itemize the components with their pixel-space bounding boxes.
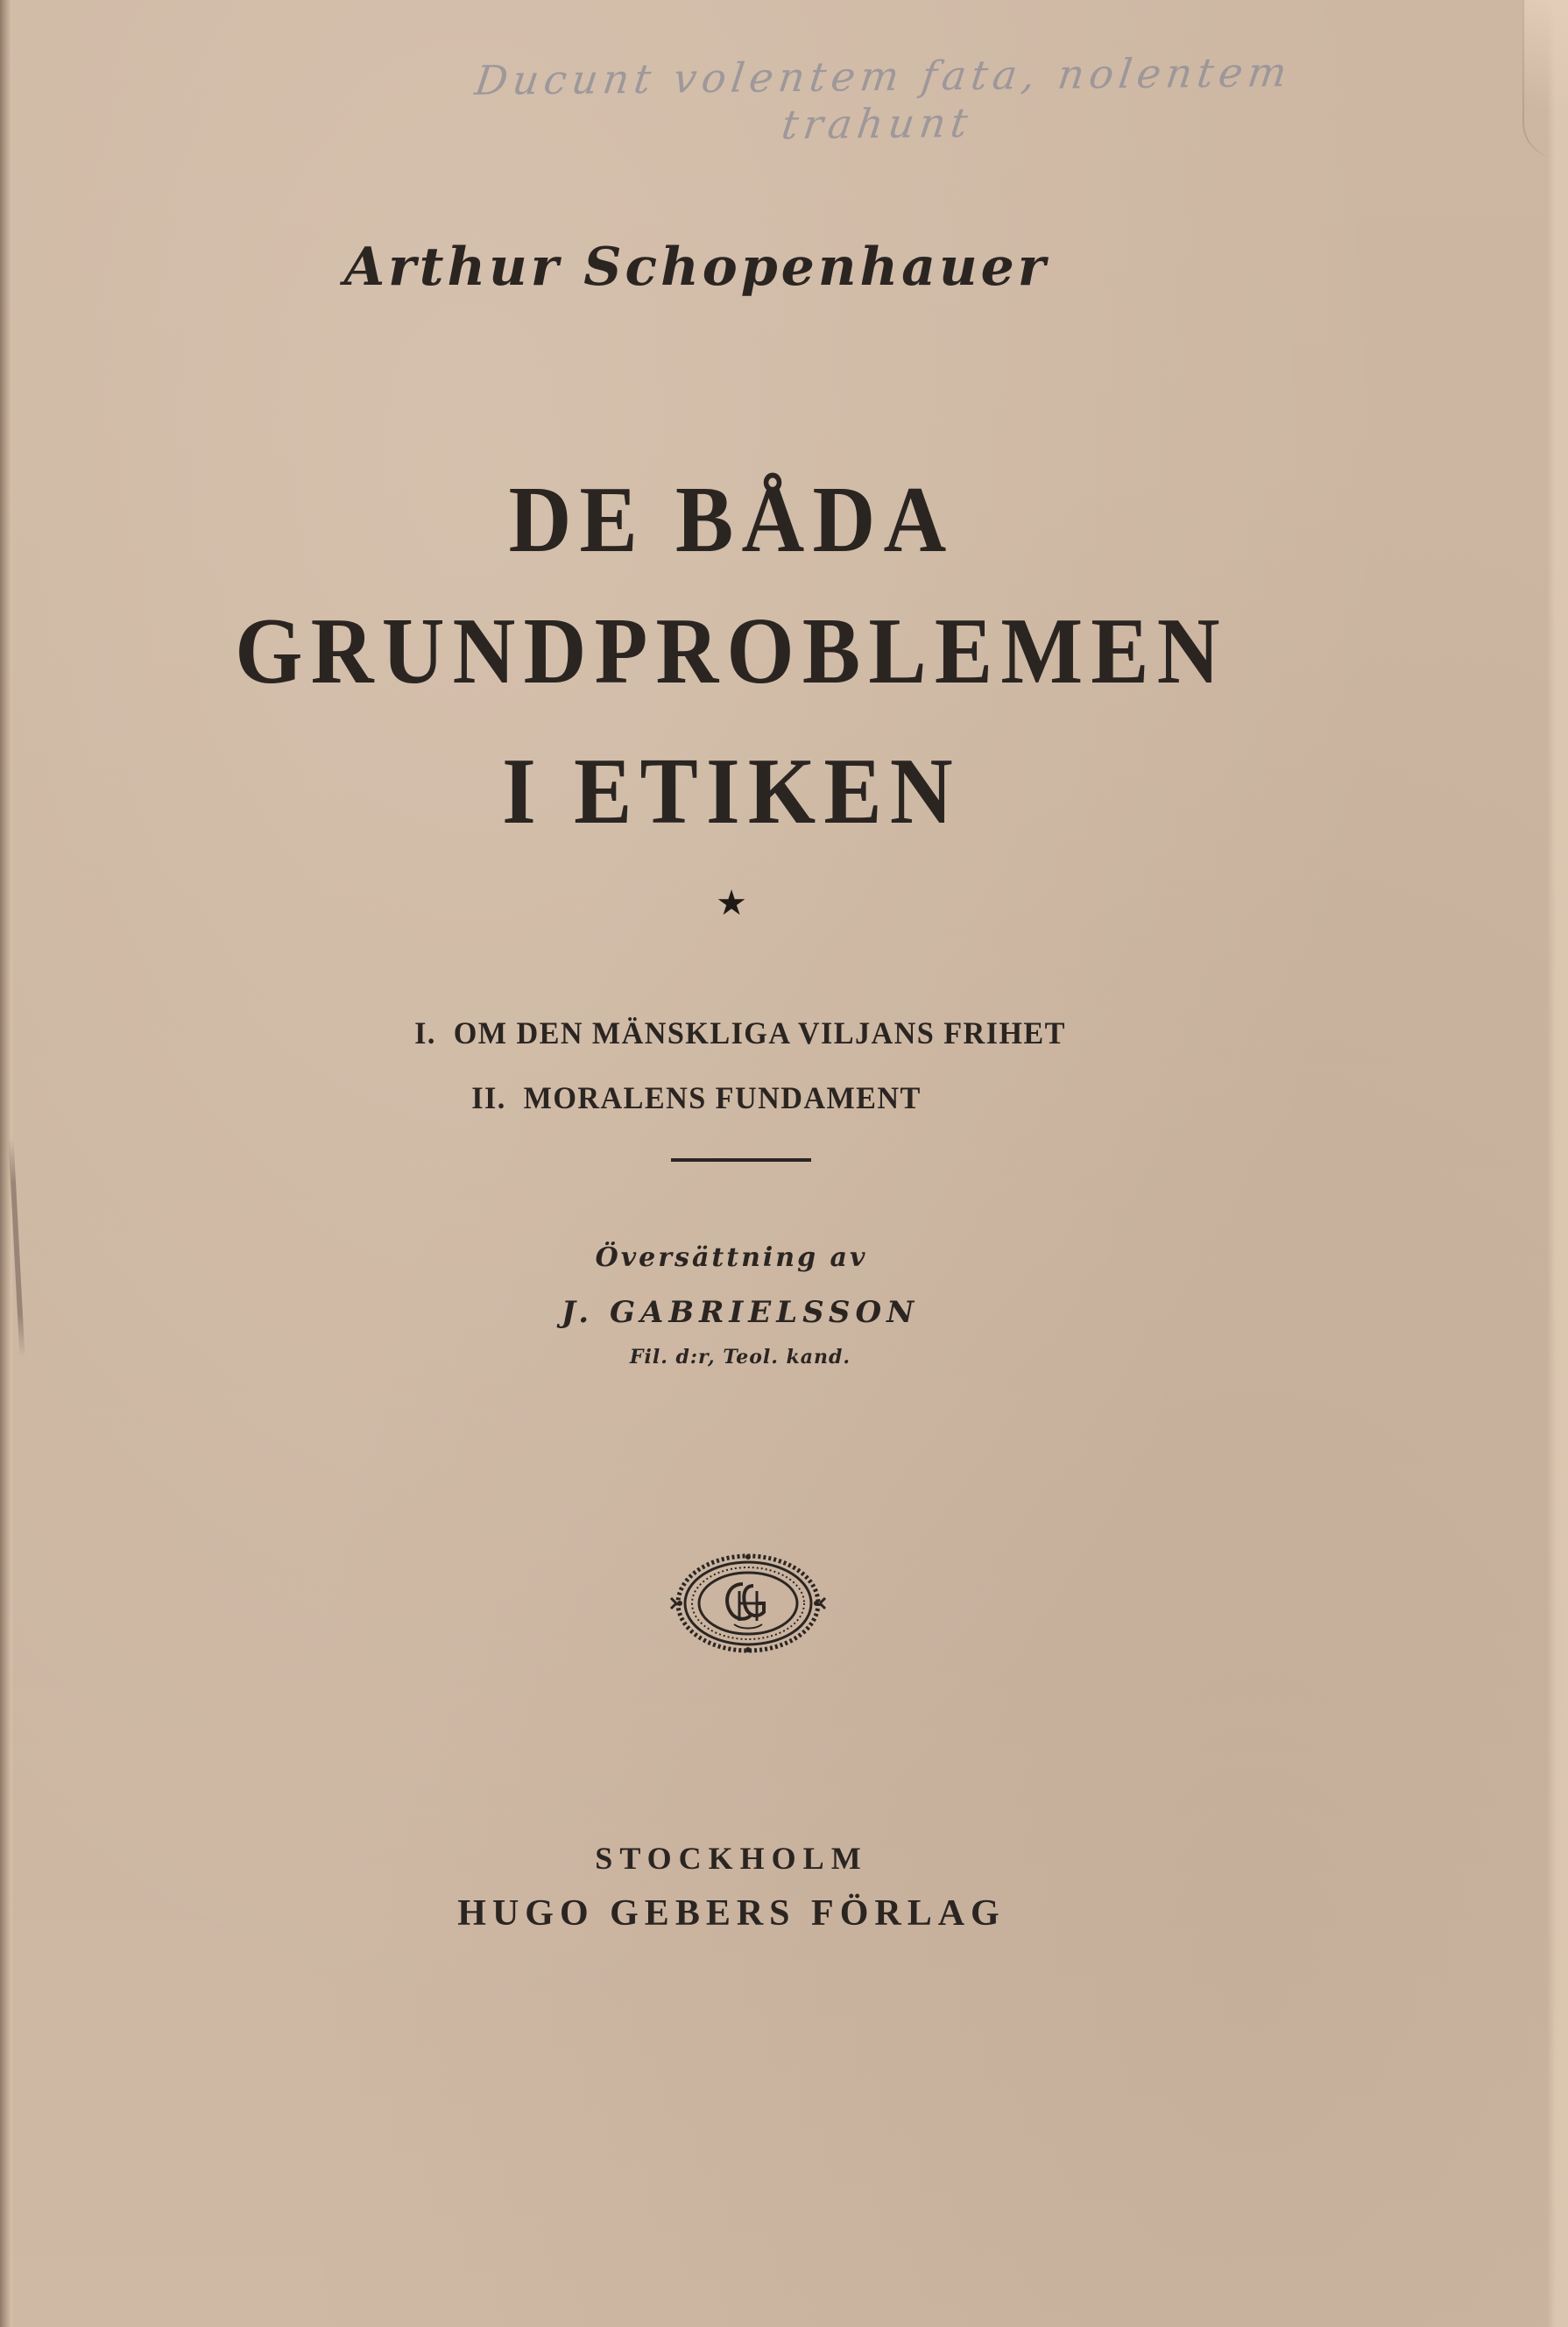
translator-credentials: Fil. d:r, Teol. kand.: [629, 1346, 851, 1369]
handwritten-pencil-note: Ducunt volentem fata, nolentem trahunt: [472, 48, 1295, 149]
publisher-name: HUGO GEBERS FÖRLAG: [457, 1893, 1006, 1934]
publisher-emblem-icon: [669, 1549, 827, 1658]
part-one-title: I. OM DEN MÄNSKLIGA VILJANS FRIHET: [414, 1015, 1066, 1050]
translator-name: J. GABRIELSSON: [561, 1295, 920, 1330]
right-page-edge: [1547, 0, 1568, 2327]
translation-label: Översättning av: [595, 1242, 868, 1273]
title-line-2: GRUNDPROBLEMEN: [235, 599, 1228, 704]
title-line-3: I ETIKEN: [502, 739, 961, 844]
publisher-city: STOCKHOLM: [595, 1841, 868, 1876]
part-two-title: II. MORALENS FUNDAMENT: [471, 1080, 922, 1115]
divider-rule: [671, 1158, 811, 1162]
author-name: Arthur Schopenhauer: [343, 237, 1049, 298]
title-line-1: DE BÅDA: [508, 468, 955, 572]
star-ornament-icon: ★: [716, 883, 747, 923]
corner-wear: [1522, 0, 1568, 158]
